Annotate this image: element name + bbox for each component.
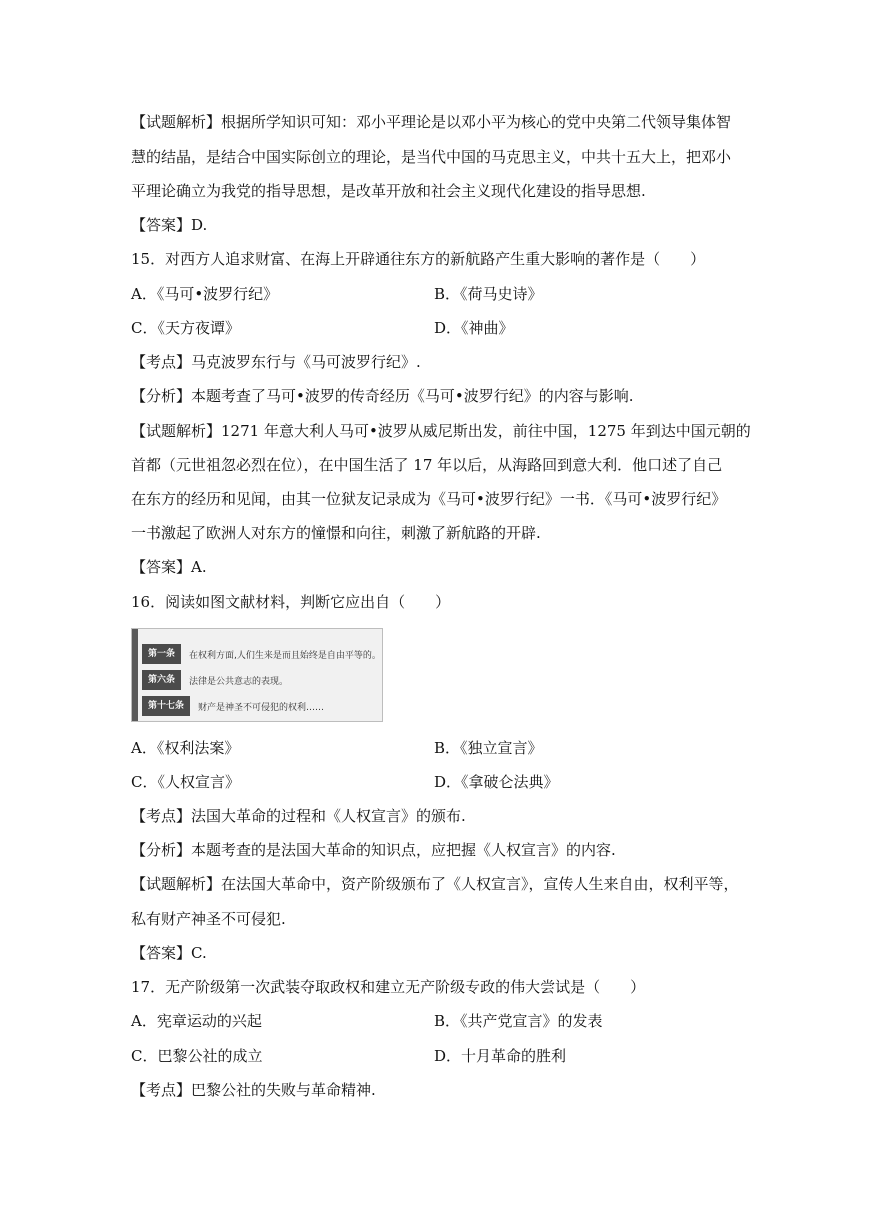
figure-row-1 bbox=[132, 641, 382, 667]
q15-option-a: A．《马可•波罗行纪》 bbox=[131, 285, 279, 303]
q16-explanation-line-1: 【试题解析】在法国大革命中，资产阶级颁布了《人权宣言》，宣传人生来自由，权利平等， bbox=[131, 875, 739, 893]
q15-explanation-line-2: 首都（元世祖忽必烈在位），在中国生活了 17 年以后，从海路回到意大利．他口述了自己 bbox=[131, 456, 723, 474]
figure-row-1-text: 在权利方面,人们生来是而且始终是自由平等的。 bbox=[189, 650, 381, 661]
q17-option-d: D．十月革命的胜利 bbox=[434, 1047, 567, 1065]
q16-fenxi: 【分析】本题考查的是法国大革命的知识点，应把握《人权宣言》的内容. bbox=[131, 841, 616, 859]
q17-option-b: B．《共产党宣言》的发表 bbox=[434, 1012, 603, 1030]
q16-option-b: B．《独立宣言》 bbox=[434, 739, 543, 757]
figure-row-3-text: 财产是神圣不可侵犯的权利…… bbox=[198, 702, 325, 713]
q15-option-d: D．《神曲》 bbox=[434, 319, 514, 337]
q16-option-a: A．《权利法案》 bbox=[131, 739, 240, 757]
q17-stem: 17．无产阶级第一次武装夺取政权和建立无产阶级专政的伟大尝试是（ ） bbox=[131, 978, 646, 996]
q15-kaodian: 【考点】马克波罗东行与《马可波罗行纪》. bbox=[131, 353, 421, 371]
figure-row-1-label: 第一条 bbox=[142, 644, 181, 664]
q16-explanation-line-2: 私有财产神圣不可侵犯. bbox=[131, 910, 286, 928]
q17-option-c: C．巴黎公社的成立 bbox=[131, 1047, 263, 1065]
q15-option-c: C．《天方夜谭》 bbox=[131, 319, 240, 337]
q16-stem: 16．阅读如图文献材料，判断它应出自（ ） bbox=[131, 593, 451, 611]
q15-answer: 【答案】A. bbox=[131, 558, 207, 576]
q15-option-b: B．《荷马史诗》 bbox=[434, 285, 543, 303]
q16-option-c: C．《人权宣言》 bbox=[131, 773, 240, 791]
q17-kaodian: 【考点】巴黎公社的失败与革命精神. bbox=[131, 1081, 376, 1099]
q14-answer: 【答案】D. bbox=[131, 216, 208, 234]
q14-explanation-line-1: 【试题解析】根据所学知识可知：邓小平理论是以邓小平为核心的党中央第二代领导集体智 bbox=[131, 113, 732, 131]
q15-stem: 15．对西方人追求财富、在海上开辟通往东方的新航路产生重大影响的著作是（ ） bbox=[131, 250, 706, 268]
q14-explanation-line-2: 慧的结晶，是结合中国实际创立的理论，是当代中国的马克思主义，中共十五大上，把邓小 bbox=[131, 148, 732, 166]
q14-explanation-line-3: 平理论确立为我党的指导思想，是改革开放和社会主义现代化建设的指导思想. bbox=[131, 182, 646, 200]
q16-kaodian: 【考点】法国大革命的过程和《人权宣言》的颁布. bbox=[131, 807, 466, 825]
q17-option-a: A．宪章运动的兴起 bbox=[131, 1012, 262, 1030]
q16-option-d: D．《拿破仑法典》 bbox=[434, 773, 559, 791]
q15-explanation-line-1: 【试题解析】1271 年意大利人马可•波罗从威尼斯出发，前往中国，1275 年到达中国元朝的 bbox=[131, 422, 751, 440]
q16-answer: 【答案】C. bbox=[131, 944, 207, 962]
figure-row-2-text: 法律是公共意志的表现。 bbox=[189, 676, 289, 687]
figure-row-3 bbox=[132, 693, 382, 719]
q15-fenxi: 【分析】本题考查了马可•波罗的传奇经历《马可•波罗行纪》的内容与影响. bbox=[131, 387, 634, 405]
figure-row-2-label: 第六条 bbox=[142, 670, 181, 690]
figure-row-3-label: 第十七条 bbox=[142, 696, 190, 716]
figure-row-2 bbox=[132, 667, 382, 693]
q15-explanation-line-3: 在东方的经历和见闻，由其一位狱友记录成为《马可•波罗行纪》一书．《马可•波罗行纪》 bbox=[131, 490, 727, 508]
q15-explanation-line-4: 一书激起了欧洲人对东方的憧憬和向往，刺激了新航路的开辟. bbox=[131, 524, 541, 542]
q16-document-figure bbox=[131, 628, 383, 722]
